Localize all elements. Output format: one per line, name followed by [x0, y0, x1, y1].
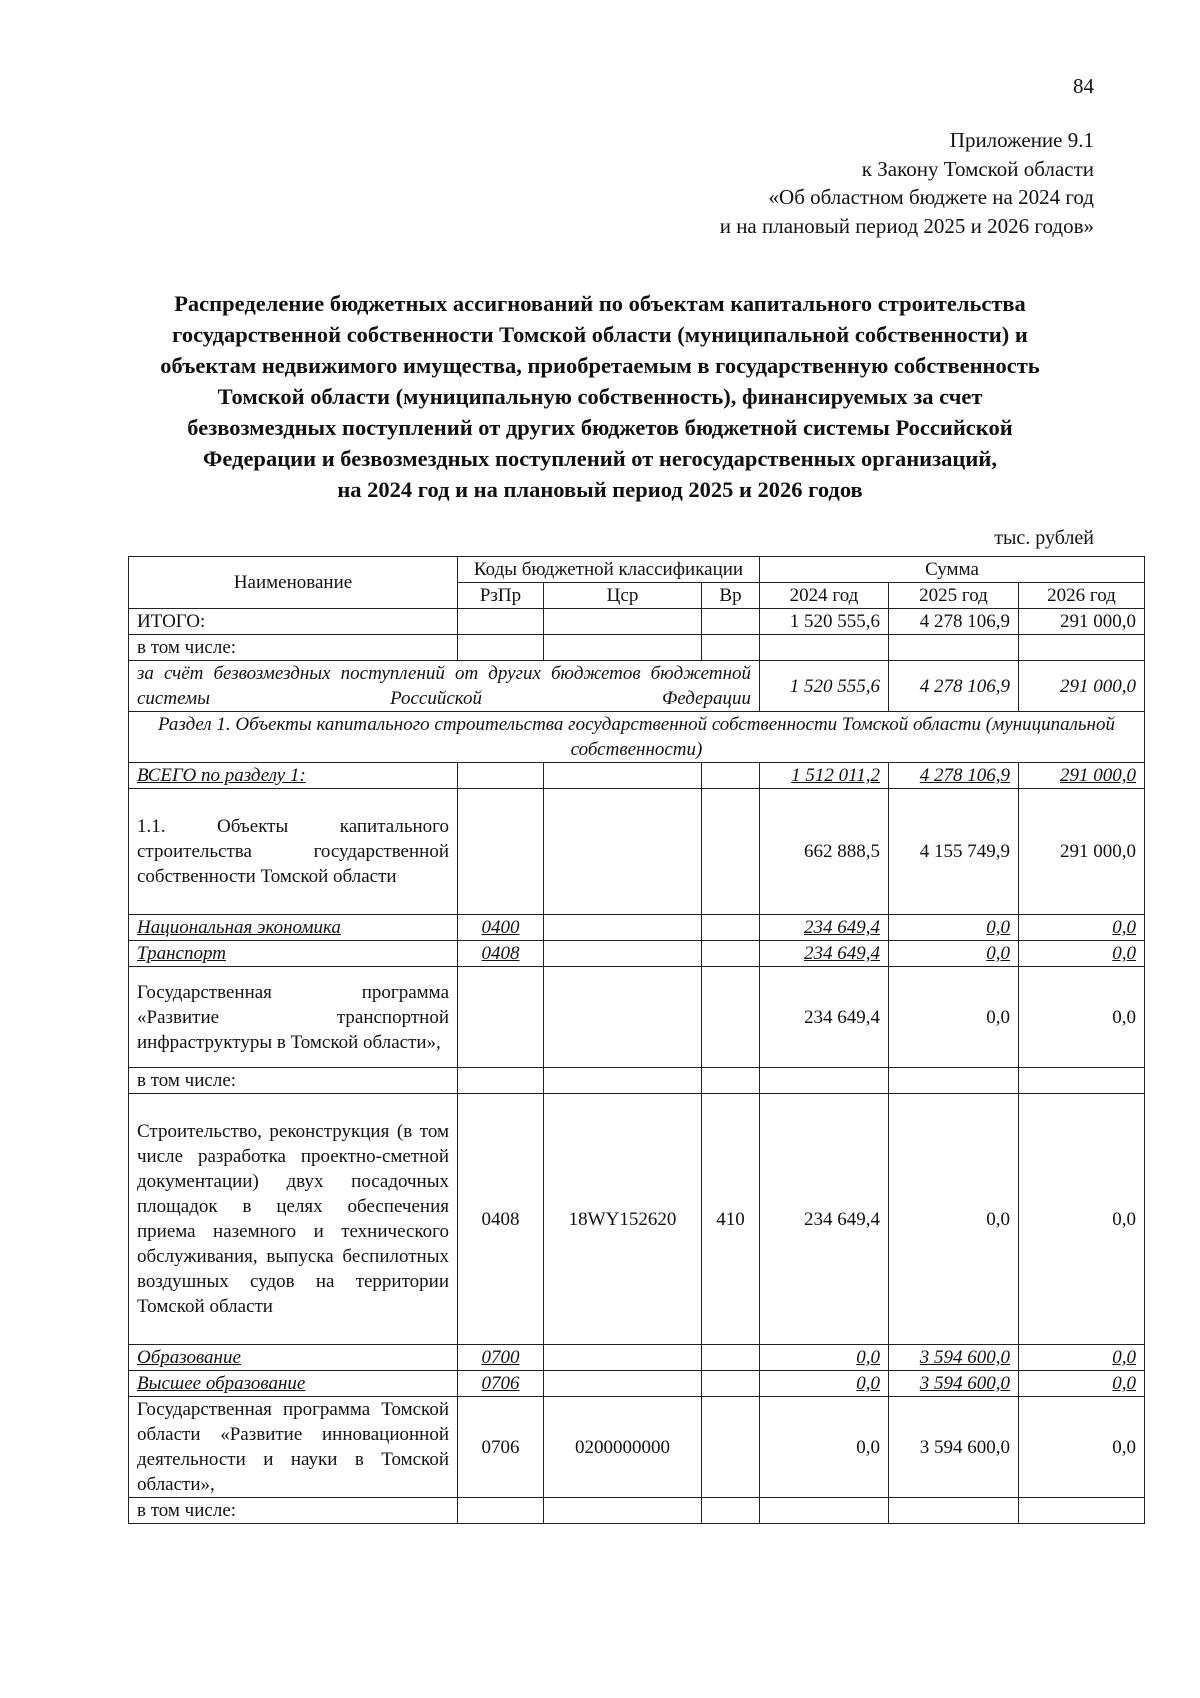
- row-2025: 4 278 106,9: [889, 609, 1019, 635]
- header-sum: Сумма: [760, 557, 1145, 583]
- row-vr: 410: [702, 1094, 760, 1345]
- row-name: Национальная экономика: [129, 915, 458, 941]
- table-row-education: [129, 1345, 1145, 1371]
- row-2026: 0,0: [1019, 1371, 1145, 1397]
- row-vr: [702, 1068, 760, 1094]
- title-line: Томской области (муниципальную собственность), финансируемых за счет: [217, 384, 983, 409]
- row-name: Высшее образование: [129, 1371, 458, 1397]
- title-line: государственной собственности Томской области (муниципальной собственности) и: [172, 322, 1028, 347]
- header-name: Наименование: [129, 557, 458, 609]
- row-2024: 662 888,5: [760, 789, 889, 915]
- appendix-reference: [720, 126, 1094, 240]
- header-2025: 2025 год: [889, 583, 1019, 609]
- table-row-higher-education: [129, 1371, 1145, 1397]
- row-2026: 291 000,0: [1019, 763, 1145, 789]
- row-2024: 234 649,4: [760, 941, 889, 967]
- row-2024: 1 512 011,2: [760, 763, 889, 789]
- row-name: Транспорт: [129, 941, 458, 967]
- row-name: Образование: [129, 1345, 458, 1371]
- row-2024: 0,0: [760, 1345, 889, 1371]
- title-line: объектам недвижимого имущества, приобретаемым в государственную собственность: [160, 353, 1040, 378]
- row-2025: 0,0: [889, 941, 1019, 967]
- row-2026: 291 000,0: [1019, 661, 1145, 712]
- row-csr: [544, 1068, 702, 1094]
- row-2026: 0,0: [1019, 915, 1145, 941]
- row-csr: [544, 1371, 702, 1397]
- row-vr: [702, 1345, 760, 1371]
- row-rzpr: 0408: [458, 1094, 544, 1345]
- row-2024: 234 649,4: [760, 915, 889, 941]
- budget-allocation-table: [128, 556, 1145, 1524]
- row-2026: [1019, 635, 1145, 661]
- row-2026: 0,0: [1019, 1094, 1145, 1345]
- table-row-transport: [129, 941, 1145, 967]
- table-row-total: [129, 609, 1145, 635]
- header-rzpr: РзПр: [458, 583, 544, 609]
- row-2024: 0,0: [760, 1371, 889, 1397]
- row-vr: [702, 941, 760, 967]
- row-2024: 234 649,4: [760, 1094, 889, 1345]
- table-row-national-economy: [129, 915, 1145, 941]
- row-rzpr: 0400: [458, 915, 544, 941]
- row-rzpr: 0706: [458, 1397, 544, 1498]
- row-csr: 0200000000: [544, 1397, 702, 1498]
- row-rzpr: [458, 635, 544, 661]
- table-row-subsection: [129, 789, 1145, 915]
- table-row-section-heading: [129, 712, 1145, 763]
- row-csr: [544, 609, 702, 635]
- appendix-line: и на плановый период 2025 и 2026 годов»: [719, 213, 1094, 238]
- row-name: в том числе:: [129, 635, 458, 661]
- row-vr: [702, 635, 760, 661]
- header-vr: Вр: [702, 583, 760, 609]
- row-vr: [702, 1371, 760, 1397]
- row-vr: [702, 763, 760, 789]
- row-csr: [544, 1498, 702, 1524]
- row-rzpr: 0700: [458, 1345, 544, 1371]
- title-line: на 2024 год и на плановый период 2025 и 2026 годов: [337, 477, 863, 502]
- header-row: [129, 557, 1145, 583]
- row-2025: 3 594 600,0: [889, 1345, 1019, 1371]
- appendix-line: Приложение 9.1: [949, 128, 1094, 152]
- row-2025: 3 594 600,0: [889, 1371, 1019, 1397]
- row-vr: [702, 789, 760, 915]
- header-2026: 2026 год: [1019, 583, 1145, 609]
- row-vr: [702, 1498, 760, 1524]
- row-rzpr: [458, 609, 544, 635]
- row-2026: 0,0: [1019, 941, 1145, 967]
- row-2024: [760, 1068, 889, 1094]
- row-2025: [889, 1068, 1019, 1094]
- row-vr: [702, 915, 760, 941]
- row-name: 1.1. Объекты капитального строительства государственной собственности Томской области: [129, 789, 458, 915]
- row-rzpr: [458, 789, 544, 915]
- row-vr: [702, 609, 760, 635]
- row-csr: [544, 967, 702, 1068]
- row-name: ВСЕГО по разделу 1:: [129, 763, 458, 789]
- row-name: за счёт безвозмездных поступлений от других бюджетов бюджетной системы Российской Федерации: [129, 661, 760, 712]
- row-vr: [702, 967, 760, 1068]
- row-2025: 0,0: [889, 967, 1019, 1068]
- row-csr: [544, 915, 702, 941]
- table-row-program-innovation: [129, 1397, 1145, 1498]
- row-2024: 1 520 555,6: [760, 609, 889, 635]
- title-line: безвозмездных поступлений от других бюджетов бюджетной системы Российской: [187, 415, 1013, 440]
- row-2025: 3 594 600,0: [889, 1397, 1019, 1498]
- row-csr: [544, 1345, 702, 1371]
- table-row-including: [129, 635, 1145, 661]
- row-2025: 4 278 106,9: [889, 763, 1019, 789]
- row-rzpr: [458, 1498, 544, 1524]
- row-csr: [544, 635, 702, 661]
- row-2026: [1019, 1068, 1145, 1094]
- appendix-line: «Об областном бюджете на 2024 год: [768, 185, 1094, 209]
- title-line: Федерации и безвозмездных поступлений от негосударственных организаций,: [203, 446, 997, 471]
- units-label: тыс. рублей: [994, 527, 1094, 549]
- header-codes: Коды бюджетной классификации: [458, 557, 760, 583]
- row-name: Государственная программа «Развитие транспортной инфраструктуры в Томской области»,: [129, 967, 458, 1068]
- row-name: Государственная программа Томской области «Развитие инновационной деятельности и науки в Томской области»,: [129, 1397, 458, 1498]
- row-csr: [544, 941, 702, 967]
- row-csr: [544, 763, 702, 789]
- row-csr: 18WY152620: [544, 1094, 702, 1345]
- row-2026: 291 000,0: [1019, 609, 1145, 635]
- row-2026: [1019, 1498, 1145, 1524]
- row-2024: [760, 635, 889, 661]
- section-heading: Раздел 1. Объекты капитального строительства государственной собственности Томской области (муниципальной собственности): [129, 712, 1145, 763]
- row-name: в том числе:: [129, 1498, 458, 1524]
- row-2025: [889, 1498, 1019, 1524]
- table-row-section-total: [129, 763, 1145, 789]
- table-row-program-transport: [129, 967, 1145, 1068]
- row-csr: [544, 789, 702, 915]
- row-2024: 234 649,4: [760, 967, 889, 1068]
- row-rzpr: 0408: [458, 941, 544, 967]
- row-name: ИТОГО:: [129, 609, 458, 635]
- row-2024: 1 520 555,6: [760, 661, 889, 712]
- row-rzpr: [458, 763, 544, 789]
- table-row-including: [129, 1498, 1145, 1524]
- row-2026: 0,0: [1019, 1397, 1145, 1498]
- row-2025: 0,0: [889, 1094, 1019, 1345]
- header-2024: 2024 год: [760, 583, 889, 609]
- row-2025: 4 155 749,9: [889, 789, 1019, 915]
- row-2026: 291 000,0: [1019, 789, 1145, 915]
- row-2024: [760, 1498, 889, 1524]
- row-rzpr: [458, 967, 544, 1068]
- row-vr: [702, 1397, 760, 1498]
- row-2025: [889, 635, 1019, 661]
- row-name: Строительство, реконструкция (в том числе разработка проектно-сметной документации) двух посадочных площадок в целях обеспечения приема наземного и технического обслуживания, выпуска беспилотных воздушных судов на территории Томской области: [129, 1094, 458, 1345]
- row-2024: 0,0: [760, 1397, 889, 1498]
- row-2025: 0,0: [889, 915, 1019, 941]
- table-row-construction: [129, 1094, 1145, 1345]
- table-row-including: [129, 1068, 1145, 1094]
- title-line: Распределение бюджетных ассигнований по объектам капитального строительства: [174, 291, 1026, 316]
- document-title: [100, 288, 1100, 505]
- row-2026: 0,0: [1019, 1345, 1145, 1371]
- table-row-from-budgets: [129, 661, 1145, 712]
- row-2026: 0,0: [1019, 967, 1145, 1068]
- row-2025: 4 278 106,9: [889, 661, 1019, 712]
- page-number: 84: [1073, 74, 1094, 98]
- header-csr: Цср: [544, 583, 702, 609]
- row-rzpr: [458, 1068, 544, 1094]
- appendix-line: к Закону Томской области: [861, 156, 1094, 181]
- row-name: в том числе:: [129, 1068, 458, 1094]
- row-rzpr: 0706: [458, 1371, 544, 1397]
